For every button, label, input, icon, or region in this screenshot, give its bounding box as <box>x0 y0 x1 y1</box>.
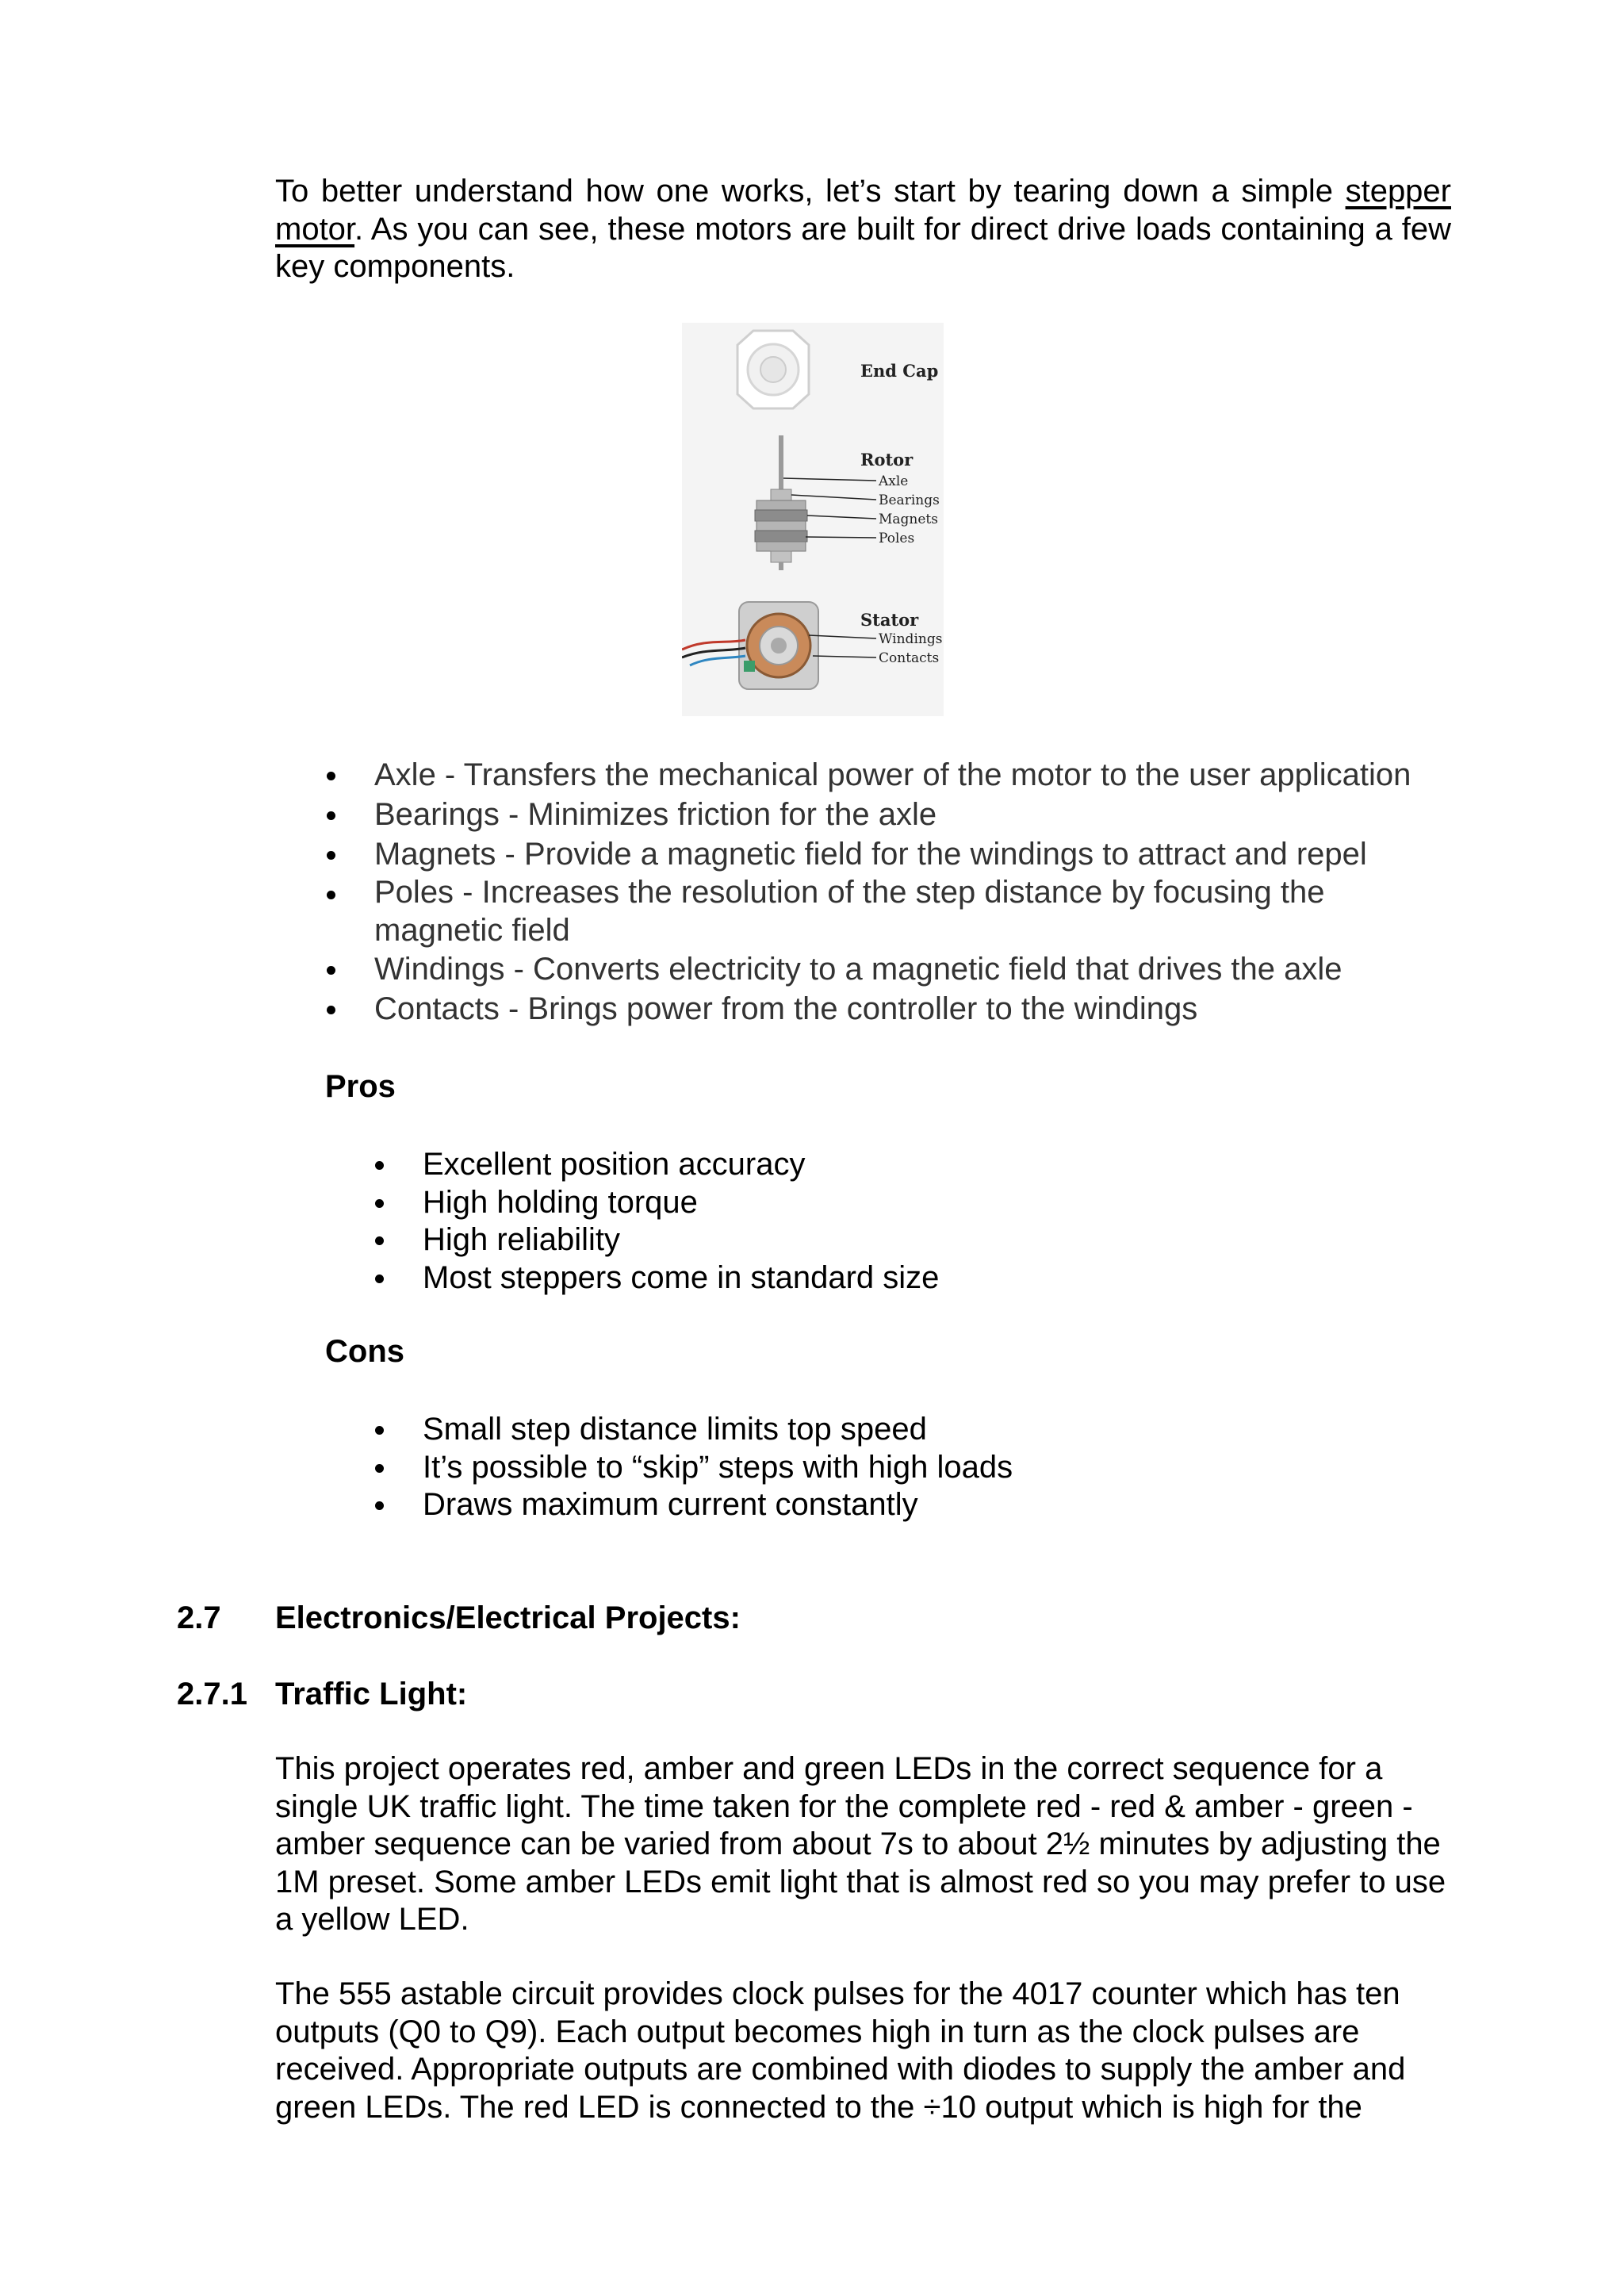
list-item: Bearings - Minimizes friction for the axle <box>325 795 1467 834</box>
pros-list <box>373 1146 1404 1297</box>
section-number: 2.7 <box>177 1600 221 1635</box>
pros-heading: Pros <box>325 1069 396 1104</box>
bullet-icon <box>375 1464 384 1473</box>
list-item: High holding torque <box>373 1184 1404 1222</box>
bullet-icon <box>327 851 335 860</box>
list-item: Contacts - Brings power from the controller to the windings <box>325 989 1467 1029</box>
end-cap-illustration <box>737 331 809 408</box>
bullet-icon <box>375 1236 384 1245</box>
list-item: Windings - Converts electricity to a magnetic field that drives the axle <box>325 949 1467 989</box>
cons-heading: Cons <box>325 1334 404 1369</box>
list-item: Small step distance limits top speed <box>373 1411 1404 1449</box>
bullet-icon <box>327 1006 335 1014</box>
subsection-title: Traffic Light: <box>275 1677 468 1711</box>
bullet-icon <box>375 1501 384 1510</box>
stator-label: Stator <box>860 610 919 630</box>
list-item: Magnets - Provide a magnetic field for the windings to attract and repel <box>325 834 1467 874</box>
intro-text-b: . As you can see, these motors are built for direct drive loads containing a few key components. <box>275 211 1451 284</box>
list-item: High reliability <box>373 1221 1404 1259</box>
list-item: Axle - Transfers the mechanical power of the motor to the user application <box>325 755 1467 795</box>
rotor-part-label: Bearings <box>879 493 940 508</box>
stepper-motor-link[interactable]: stepper motor <box>275 174 1451 247</box>
bullet-icon <box>327 811 335 820</box>
stator-part-label: Contacts <box>879 650 940 666</box>
bullet-icon <box>327 966 335 975</box>
bullet-icon <box>375 1426 384 1435</box>
components-list <box>325 755 1467 1029</box>
rotor-part-label: Axle <box>879 473 909 489</box>
subsection-number: 2.7.1 <box>177 1677 247 1711</box>
traffic-light-paragraph-1: This project operates red, amber and green LEDs in the correct sequence for a single UK traffic light. The time taken for the complete red - red & amber - green - amber sequence can be varied from about 7s to about 2½ minutes by adjusting the 1M preset. Some amber LEDs emit light that is almost red so you may prefer to use a yellow LED. <box>275 1751 1446 1937</box>
list-item: Most steppers come in standard size <box>373 1259 1404 1297</box>
list-item: Poles - Increases the resolution of the step distance by focusing the magnetic field <box>325 874 1467 949</box>
bullet-icon <box>375 1161 384 1170</box>
rotor-label: Rotor <box>860 450 914 470</box>
bullet-icon <box>327 772 335 780</box>
traffic-light-paragraph-2: The 555 astable circuit provides clock pulses for the 4017 counter which has ten outputs (Q0 to Q9). Each output becomes high in turn as the clock pulses are received. Appropriate outputs are combined with diodes to supply the amber and green LEDs. The red LED is connected to the ÷10 output which is high for the <box>275 1976 1406 2125</box>
list-item: It’s possible to “skip” steps with high loads <box>373 1449 1404 1487</box>
list-item: Excellent position accuracy <box>373 1146 1404 1184</box>
bullet-icon <box>375 1274 384 1283</box>
cons-list <box>373 1411 1404 1524</box>
list-item: Draws maximum current constantly <box>373 1486 1404 1524</box>
rotor-part-label: Poles <box>879 531 915 546</box>
bullet-icon <box>327 891 335 899</box>
stepper-motor-exploded-photo <box>682 323 944 716</box>
section-title: Electronics/Electrical Projects: <box>275 1600 741 1635</box>
bullet-icon <box>375 1199 384 1208</box>
end-cap-label: End Cap <box>860 361 939 381</box>
stator-part-label: Windings <box>879 631 943 647</box>
rotor-part-label: Magnets <box>879 512 938 527</box>
intro-paragraph <box>275 173 1451 286</box>
intro-text-a: To better understand how one works, let’s start by tearing down a simple <box>275 174 1346 209</box>
